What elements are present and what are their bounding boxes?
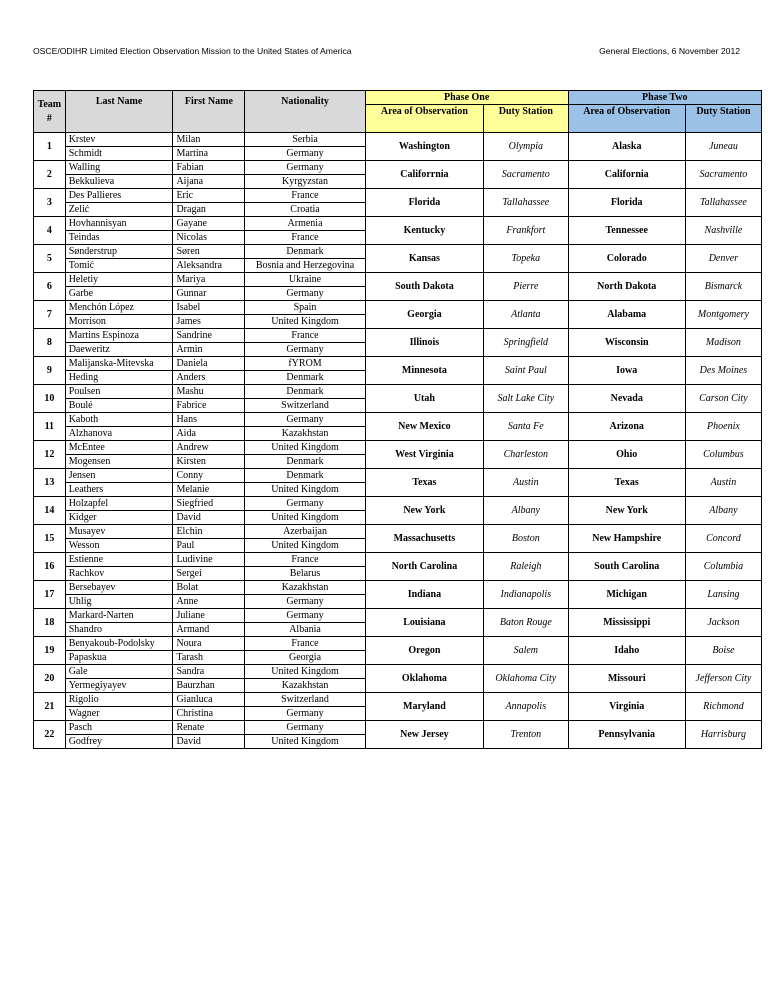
team-member-row xyxy=(34,525,762,539)
member-nationality: France xyxy=(245,637,365,651)
team-member-row xyxy=(34,245,762,259)
member-last-name: Daeweritz xyxy=(65,343,173,357)
member-nationality: Germany xyxy=(245,147,365,161)
member-last-name: Heletiy xyxy=(65,273,173,287)
phase-one-duty-station: Saint Paul xyxy=(484,357,569,385)
team-number: 17 xyxy=(34,581,66,609)
member-first-name: Sergei xyxy=(173,567,245,581)
member-last-name: Krstev xyxy=(65,133,173,147)
member-first-name: Gianluca xyxy=(173,693,245,707)
member-nationality: Germany xyxy=(245,721,365,735)
member-last-name: Hovhannisyan xyxy=(65,217,173,231)
member-nationality: Germany xyxy=(245,595,365,609)
member-last-name: Papaskua xyxy=(65,651,173,665)
member-first-name: Kirsten xyxy=(173,455,245,469)
team-schedule-table xyxy=(33,90,762,749)
phase-two-duty-station: Tallahassee xyxy=(685,189,761,217)
member-nationality: Switzerland xyxy=(245,693,365,707)
member-first-name: Noura xyxy=(173,637,245,651)
member-nationality: Kazakhstan xyxy=(245,581,365,595)
member-first-name: Gayane xyxy=(173,217,245,231)
phase-two-area: Tennessee xyxy=(568,217,685,245)
member-nationality: France xyxy=(245,553,365,567)
phase-two-area: Arizona xyxy=(568,413,685,441)
team-number: 21 xyxy=(34,693,66,721)
header-first-name: First Name xyxy=(173,91,245,133)
team-number: 10 xyxy=(34,385,66,413)
phase-two-area: Iowa xyxy=(568,357,685,385)
team-number: 2 xyxy=(34,161,66,189)
team-number: 14 xyxy=(34,497,66,525)
member-first-name: Aida xyxy=(173,427,245,441)
document-header-title: OSCE/ODIHR Limited Election Observation Mission to the United States of America xyxy=(33,46,352,56)
member-nationality: fYROM xyxy=(245,357,365,371)
phase-one-duty-station: Oklahoma City xyxy=(484,665,569,693)
team-member-row xyxy=(34,469,762,483)
member-first-name: Isabel xyxy=(173,301,245,315)
team-member-row xyxy=(34,357,762,371)
phase-two-duty-station: Des Moines xyxy=(685,357,761,385)
team-number: 19 xyxy=(34,637,66,665)
phase-one-duty-station: Annapolis xyxy=(484,693,569,721)
phase-two-area: California xyxy=(568,161,685,189)
team-number: 18 xyxy=(34,609,66,637)
header-phase-two-area: Area of Observation xyxy=(568,105,685,133)
phase-one-area: Kentucky xyxy=(365,217,483,245)
member-nationality: Armenia xyxy=(245,217,365,231)
team-member-row xyxy=(34,189,762,203)
member-nationality: Germany xyxy=(245,497,365,511)
team-member-row xyxy=(34,497,762,511)
member-first-name: Elchin xyxy=(173,525,245,539)
member-last-name: Kaboth xyxy=(65,413,173,427)
member-nationality: Denmark xyxy=(245,385,365,399)
team-number: 16 xyxy=(34,553,66,581)
member-nationality: Denmark xyxy=(245,455,365,469)
member-first-name: Bolat xyxy=(173,581,245,595)
phase-two-area: Alabama xyxy=(568,301,685,329)
member-last-name: Martins Espinoza xyxy=(65,329,173,343)
member-nationality: United Kingdom xyxy=(245,315,365,329)
team-member-row xyxy=(34,413,762,427)
phase-one-area: New Mexico xyxy=(365,413,483,441)
member-nationality: United Kingdom xyxy=(245,539,365,553)
phase-two-area: Virginia xyxy=(568,693,685,721)
team-number: 9 xyxy=(34,357,66,385)
member-nationality: Switzerland xyxy=(245,399,365,413)
phase-two-area: Idaho xyxy=(568,637,685,665)
header-phase-one-area: Area of Observation xyxy=(365,105,483,133)
member-first-name: Ludivine xyxy=(173,553,245,567)
phase-one-duty-station: Tallahassee xyxy=(484,189,569,217)
phase-one-duty-station: Salt Lake City xyxy=(484,385,569,413)
phase-two-area: Wisconsin xyxy=(568,329,685,357)
team-member-row xyxy=(34,133,762,147)
member-nationality: United Kingdom xyxy=(245,441,365,455)
header-phase-two: Phase Two xyxy=(568,91,761,105)
team-member-row xyxy=(34,553,762,567)
member-last-name: Shandro xyxy=(65,623,173,637)
member-first-name: Christina xyxy=(173,707,245,721)
team-number: 20 xyxy=(34,665,66,693)
member-first-name: Juliane xyxy=(173,609,245,623)
member-last-name: Godfrey xyxy=(65,735,173,749)
member-nationality: Denmark xyxy=(245,469,365,483)
phase-two-area: New York xyxy=(568,497,685,525)
phase-two-area: New Hampshire xyxy=(568,525,685,553)
team-member-row xyxy=(34,441,762,455)
member-first-name: James xyxy=(173,315,245,329)
member-last-name: Tomić xyxy=(65,259,173,273)
phase-one-area: Maryland xyxy=(365,693,483,721)
member-nationality: Belarus xyxy=(245,567,365,581)
member-first-name: Renate xyxy=(173,721,245,735)
team-member-row xyxy=(34,637,762,651)
member-first-name: Daniela xyxy=(173,357,245,371)
member-first-name: Armand xyxy=(173,623,245,637)
member-last-name: Jensen xyxy=(65,469,173,483)
phase-two-area: Texas xyxy=(568,469,685,497)
member-nationality: Bosnia and Herzegovina xyxy=(245,259,365,273)
member-first-name: Paul xyxy=(173,539,245,553)
member-nationality: Germany xyxy=(245,343,365,357)
member-first-name: Aleksandra xyxy=(173,259,245,273)
team-number: 15 xyxy=(34,525,66,553)
phase-two-duty-station: Jackson xyxy=(685,609,761,637)
team-member-row xyxy=(34,329,762,343)
member-first-name: Mariya xyxy=(173,273,245,287)
member-last-name: Yermegiyayev xyxy=(65,679,173,693)
member-last-name: Boulé xyxy=(65,399,173,413)
member-first-name: Anders xyxy=(173,371,245,385)
phase-two-duty-station: Concord xyxy=(685,525,761,553)
phase-two-duty-station: Albany xyxy=(685,497,761,525)
phase-two-duty-station: Nashville xyxy=(685,217,761,245)
phase-one-duty-station: Frankfort xyxy=(484,217,569,245)
phase-two-area: Michigan xyxy=(568,581,685,609)
team-number: 22 xyxy=(34,721,66,749)
phase-one-area: Massachusetts xyxy=(365,525,483,553)
member-first-name: Dragan xyxy=(173,203,245,217)
member-nationality: Kazakhstan xyxy=(245,427,365,441)
member-last-name: Bersebayev xyxy=(65,581,173,595)
member-last-name: Menchón López xyxy=(65,301,173,315)
phase-two-duty-station: Richmond xyxy=(685,693,761,721)
member-first-name: Nicolas xyxy=(173,231,245,245)
team-number: 7 xyxy=(34,301,66,329)
member-last-name: Rachkov xyxy=(65,567,173,581)
phase-one-duty-station: Boston xyxy=(484,525,569,553)
team-member-row xyxy=(34,217,762,231)
phase-one-area: Utah xyxy=(365,385,483,413)
member-first-name: Martina xyxy=(173,147,245,161)
member-nationality: United Kingdom xyxy=(245,511,365,525)
member-last-name: Heding xyxy=(65,371,173,385)
member-nationality: Kyrgyzstan xyxy=(245,175,365,189)
member-last-name: Walling xyxy=(65,161,173,175)
member-last-name: Leathers xyxy=(65,483,173,497)
phase-two-duty-station: Montgomery xyxy=(685,301,761,329)
member-last-name: Poulsen xyxy=(65,385,173,399)
member-nationality: Spain xyxy=(245,301,365,315)
member-nationality: Georgia xyxy=(245,651,365,665)
member-first-name: Siegfried xyxy=(173,497,245,511)
phase-two-duty-station: Columbia xyxy=(685,553,761,581)
phase-two-area: Mississippi xyxy=(568,609,685,637)
member-nationality: Germany xyxy=(245,287,365,301)
phase-two-area: Alaska xyxy=(568,133,685,161)
member-last-name: Wesson xyxy=(65,539,173,553)
team-number: 6 xyxy=(34,273,66,301)
phase-one-duty-station: Baton Rouge xyxy=(484,609,569,637)
phase-one-duty-station: Charleston xyxy=(484,441,569,469)
document-header-date: General Elections, 6 November 2012 xyxy=(599,46,740,56)
member-first-name: Sandrine xyxy=(173,329,245,343)
member-first-name: Milan xyxy=(173,133,245,147)
phase-one-duty-station: Pierre xyxy=(484,273,569,301)
team-number: 8 xyxy=(34,329,66,357)
phase-one-area: Illinois xyxy=(365,329,483,357)
phase-two-duty-station: Columbus xyxy=(685,441,761,469)
member-last-name: Alzhanova xyxy=(65,427,173,441)
member-first-name: Sandra xyxy=(173,665,245,679)
team-number: 1 xyxy=(34,133,66,161)
phase-two-duty-station: Bismarck xyxy=(685,273,761,301)
team-member-row xyxy=(34,665,762,679)
member-last-name: Morrison xyxy=(65,315,173,329)
member-last-name: Uhlig xyxy=(65,595,173,609)
member-nationality: France xyxy=(245,189,365,203)
member-first-name: Aijana xyxy=(173,175,245,189)
phase-one-area: South Dakota xyxy=(365,273,483,301)
phase-one-duty-station: Springfield xyxy=(484,329,569,357)
member-last-name: Gale xyxy=(65,665,173,679)
phase-two-area: South Carolina xyxy=(568,553,685,581)
member-last-name: McEntee xyxy=(65,441,173,455)
member-first-name: Armin xyxy=(173,343,245,357)
phase-one-area: Georgia xyxy=(365,301,483,329)
phase-two-area: Nevada xyxy=(568,385,685,413)
phase-two-duty-station: Austin xyxy=(685,469,761,497)
phase-two-duty-station: Jefferson City xyxy=(685,665,761,693)
phase-two-area: Florida xyxy=(568,189,685,217)
member-first-name: Eric xyxy=(173,189,245,203)
header-nationality: Nationality xyxy=(245,91,365,133)
member-last-name: Holzapfel xyxy=(65,497,173,511)
team-member-row xyxy=(34,693,762,707)
team-number: 13 xyxy=(34,469,66,497)
member-last-name: Estienne xyxy=(65,553,173,567)
member-last-name: Kidger xyxy=(65,511,173,525)
member-first-name: David xyxy=(173,511,245,525)
phase-one-area: North Carolina xyxy=(365,553,483,581)
member-last-name: Markard-Narten xyxy=(65,609,173,623)
phase-one-area: Washington xyxy=(365,133,483,161)
member-first-name: Gunnar xyxy=(173,287,245,301)
phase-one-duty-station: Albany xyxy=(484,497,569,525)
member-nationality: Serbia xyxy=(245,133,365,147)
phase-one-duty-station: Salem xyxy=(484,637,569,665)
phase-one-duty-station: Trenton xyxy=(484,721,569,749)
phase-two-duty-station: Lansing xyxy=(685,581,761,609)
member-last-name: Rigolio xyxy=(65,693,173,707)
team-member-row xyxy=(34,581,762,595)
header-team-number: Team # xyxy=(34,91,66,133)
header-phase-two-duty: Duty Station xyxy=(685,105,761,133)
header-last-name: Last Name xyxy=(65,91,173,133)
phase-two-duty-station: Juneau xyxy=(685,133,761,161)
phase-two-duty-station: Harrisburg xyxy=(685,721,761,749)
member-last-name: Pasch xyxy=(65,721,173,735)
member-nationality: Germany xyxy=(245,707,365,721)
member-nationality: United Kingdom xyxy=(245,483,365,497)
phase-two-duty-station: Sacramento xyxy=(685,161,761,189)
phase-one-area: Minnesota xyxy=(365,357,483,385)
member-first-name: Søren xyxy=(173,245,245,259)
member-nationality: Croatia xyxy=(245,203,365,217)
team-number: 11 xyxy=(34,413,66,441)
phase-one-area: Louisiana xyxy=(365,609,483,637)
member-nationality: Kazakhstan xyxy=(245,679,365,693)
member-last-name: Des Pallieres xyxy=(65,189,173,203)
member-nationality: Azerbaijan xyxy=(245,525,365,539)
phase-one-area: Oklahoma xyxy=(365,665,483,693)
member-first-name: Andrew xyxy=(173,441,245,455)
member-last-name: Teindas xyxy=(65,231,173,245)
phase-two-area: Colorado xyxy=(568,245,685,273)
header-phase-one: Phase One xyxy=(365,91,568,105)
member-nationality: Albania xyxy=(245,623,365,637)
phase-one-area: Oregon xyxy=(365,637,483,665)
phase-two-area: Ohio xyxy=(568,441,685,469)
phase-one-duty-station: Austin xyxy=(484,469,569,497)
phase-one-duty-station: Santa Fe xyxy=(484,413,569,441)
phase-two-duty-station: Carson City xyxy=(685,385,761,413)
phase-two-duty-station: Boise xyxy=(685,637,761,665)
member-first-name: Fabrice xyxy=(173,399,245,413)
team-member-row xyxy=(34,161,762,175)
phase-one-area: Kansas xyxy=(365,245,483,273)
member-nationality: Ukraine xyxy=(245,273,365,287)
phase-one-area: Florida xyxy=(365,189,483,217)
member-last-name: Musayev xyxy=(65,525,173,539)
team-number: 3 xyxy=(34,189,66,217)
member-nationality: United Kingdom xyxy=(245,665,365,679)
team-number: 12 xyxy=(34,441,66,469)
phase-one-duty-station: Olympia xyxy=(484,133,569,161)
phase-one-duty-station: Raleigh xyxy=(484,553,569,581)
phase-two-duty-station: Denver xyxy=(685,245,761,273)
member-last-name: Benyakoub-Podolsky xyxy=(65,637,173,651)
team-rows xyxy=(34,133,762,749)
member-nationality: Denmark xyxy=(245,371,365,385)
member-nationality: Germany xyxy=(245,161,365,175)
member-last-name: Malijanska-Mitevska xyxy=(65,357,173,371)
phase-one-area: Texas xyxy=(365,469,483,497)
phase-two-duty-station: Madison xyxy=(685,329,761,357)
member-nationality: France xyxy=(245,231,365,245)
phase-one-area: New Jersey xyxy=(365,721,483,749)
member-first-name: Anne xyxy=(173,595,245,609)
phase-one-area: New York xyxy=(365,497,483,525)
phase-one-duty-station: Topeka xyxy=(484,245,569,273)
phase-two-area: Missouri xyxy=(568,665,685,693)
team-member-row xyxy=(34,301,762,315)
member-nationality: United Kingdom xyxy=(245,735,365,749)
team-member-row xyxy=(34,385,762,399)
member-first-name: Tarash xyxy=(173,651,245,665)
member-nationality: Germany xyxy=(245,413,365,427)
member-first-name: Melanie xyxy=(173,483,245,497)
header-phase-one-duty: Duty Station xyxy=(484,105,569,133)
member-nationality: Germany xyxy=(245,609,365,623)
member-first-name: Fabian xyxy=(173,161,245,175)
phase-one-duty-station: Sacramento xyxy=(484,161,569,189)
member-first-name: Hans xyxy=(173,413,245,427)
member-last-name: Sønderstrup xyxy=(65,245,173,259)
member-last-name: Bekkulieva xyxy=(65,175,173,189)
phase-one-area: West Virginia xyxy=(365,441,483,469)
member-first-name: David xyxy=(173,735,245,749)
phase-two-area: North Dakota xyxy=(568,273,685,301)
member-last-name: Mogensen xyxy=(65,455,173,469)
member-last-name: Zelić xyxy=(65,203,173,217)
phase-one-duty-station: Indianapolis xyxy=(484,581,569,609)
member-nationality: France xyxy=(245,329,365,343)
member-first-name: Baurzhan xyxy=(173,679,245,693)
team-member-row xyxy=(34,273,762,287)
member-nationality: Denmark xyxy=(245,245,365,259)
phase-two-duty-station: Phoenix xyxy=(685,413,761,441)
phase-one-area: Indiana xyxy=(365,581,483,609)
phase-two-area: Pennsylvania xyxy=(568,721,685,749)
member-last-name: Wagner xyxy=(65,707,173,721)
member-first-name: Mashu xyxy=(173,385,245,399)
team-number: 4 xyxy=(34,217,66,245)
team-number: 5 xyxy=(34,245,66,273)
team-member-row xyxy=(34,721,762,735)
phase-one-area: Califorrnia xyxy=(365,161,483,189)
member-last-name: Schmidt xyxy=(65,147,173,161)
member-last-name: Garbe xyxy=(65,287,173,301)
team-member-row xyxy=(34,609,762,623)
phase-one-duty-station: Atlanta xyxy=(484,301,569,329)
member-first-name: Conny xyxy=(173,469,245,483)
